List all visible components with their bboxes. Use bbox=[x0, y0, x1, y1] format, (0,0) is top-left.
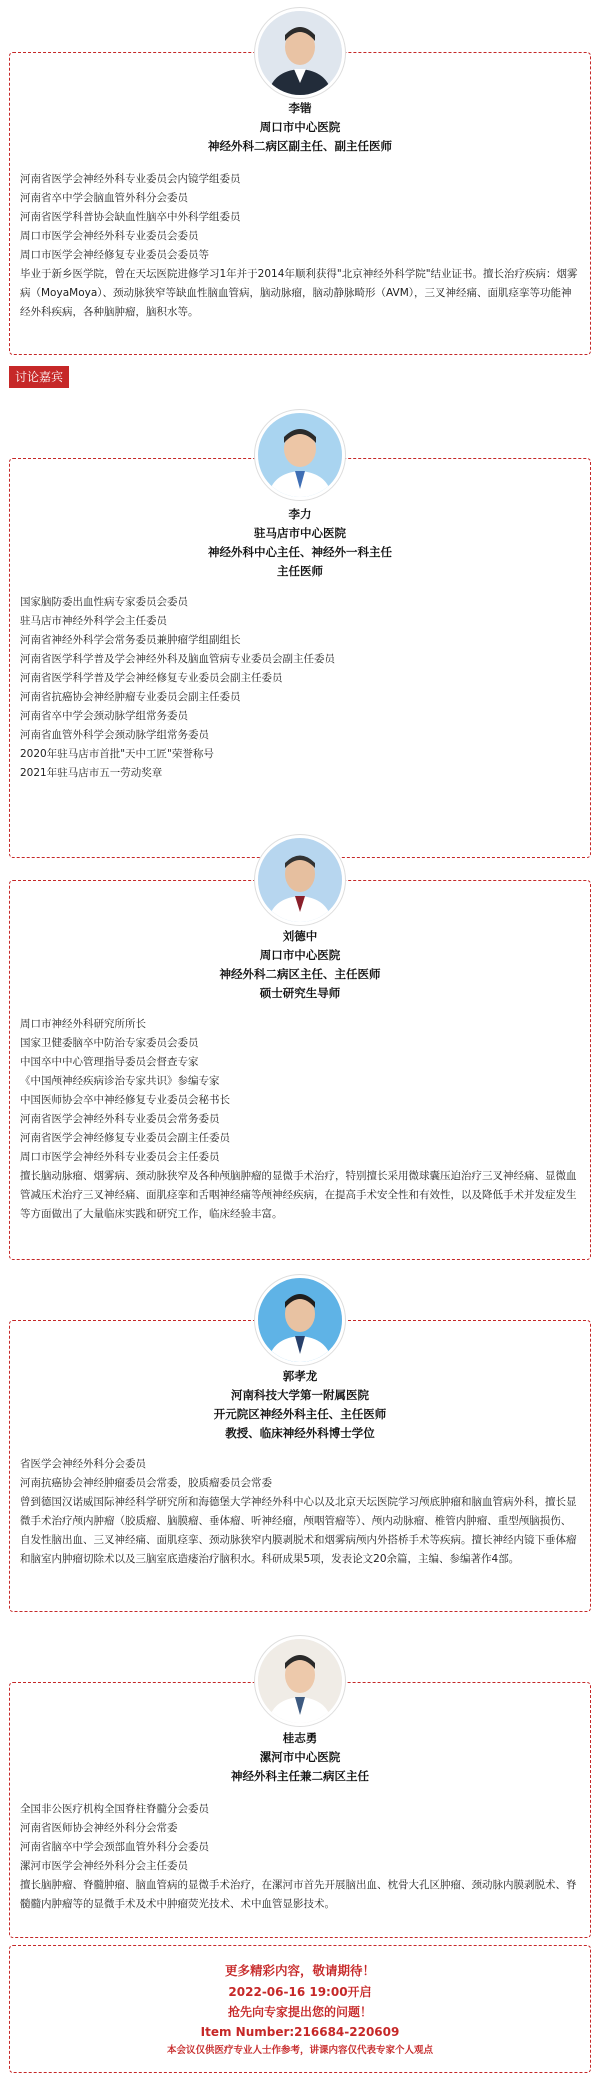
bio-line: 河南抗癌协会神经肿瘤委员会常委，胶质瘤委员会常委 bbox=[20, 1477, 272, 1489]
expert-title: 硕士研究生导师 bbox=[259, 986, 341, 1000]
bio-line: 全国非公医疗机构全国脊柱脊髓分会委员 bbox=[20, 1803, 209, 1815]
bio-line: 河南省神经外科学会常务委员兼肿瘤学组副组长 bbox=[20, 634, 241, 646]
expert-title: 神经外科二病区副主任、副主任医师 bbox=[208, 139, 392, 153]
bio-line: 河南省医师协会神经外科分会常委 bbox=[20, 1822, 178, 1834]
footer-teaser: 更多精彩内容，敬请期待！ bbox=[224, 1963, 375, 1978]
expert-hospital: 周口市中心医院 bbox=[259, 948, 341, 962]
bio-line: 国家卫健委脑卒中防治专家委员会委员 bbox=[20, 1037, 199, 1049]
bio-line: 驻马店市神经外科学会主任委员 bbox=[20, 615, 167, 627]
expert-hospital: 驻马店市中心医院 bbox=[254, 526, 346, 540]
bio-line: 河南省医学科学普及学会神经外科及脑血管病专业委员会副主任委员 bbox=[20, 653, 335, 665]
bio-line: 周口市医学会神经外科专业委员会委员 bbox=[20, 230, 199, 242]
expert-photo-3 bbox=[255, 835, 345, 925]
footer-panel bbox=[9, 1945, 591, 2073]
expert-card-3 bbox=[9, 880, 591, 1260]
bio-line: 河南省抗癌协会神经肿瘤专业委员会副主任委员 bbox=[20, 691, 241, 703]
bio-line: 《中国颅神经疾病诊治专家共识》参编专家 bbox=[20, 1075, 220, 1087]
expert-name: 李锴 bbox=[288, 101, 312, 115]
expert-name: 郭孝龙 bbox=[282, 1369, 318, 1383]
expert-title: 主任医师 bbox=[277, 564, 323, 578]
expert-hospital: 河南科技大学第一附属医院 bbox=[231, 1388, 369, 1402]
bio-line: 擅长脑动脉瘤、烟雾病、颈动脉狭窄及各种颅脑肿瘤的显微手术治疗，特别擅长采用微球囊压迫治疗三叉神经痛、显微血管减压术治疗三叉神经痛、面肌痉挛和舌咽神经痛等颅神经疾病，在提高手术安全性和有效性，以及降低手术并发症发生等方面做出了大量临床实践和研究工作，临床经验丰富。 bbox=[20, 1170, 577, 1220]
expert-photo-5 bbox=[255, 1636, 345, 1726]
bio-line: 2021年驻马店市五一劳动奖章 bbox=[20, 767, 163, 779]
expert-hospital: 漯河市中心医院 bbox=[259, 1750, 341, 1764]
bio-line: 毕业于新乡医学院，曾在天坛医院进修学习1年并于2014年顺利获得"北京神经外科学院"结业证书。擅长治疗疾病：烟雾病（MoyaMoya）、颈动脉狭窄等缺血性脑血管病，脑动脉瘤，脑动静脉畸形（AVM），三叉神经痛、面肌痉挛等功能神经外科疾病，各种脑肿瘤，脑积水等。 bbox=[20, 268, 578, 318]
bio-line: 河南省医学科学普及学会神经修复专业委员会副主任委员 bbox=[20, 672, 283, 684]
bio-line: 河南省脑卒中学会颈部血管外科分会委员 bbox=[20, 1841, 209, 1853]
footer-disclaimer: 本会议仅供医疗专业人士作参考，讲课内容仅代表专家个人观点 bbox=[166, 2045, 433, 2056]
bio-line: 河南省医学会神经外科专业委员会常务委员 bbox=[20, 1113, 220, 1125]
expert-title: 神经外科主任兼二病区主任 bbox=[231, 1769, 369, 1783]
bio-line: 省医学会神经外科分会委员 bbox=[20, 1458, 146, 1470]
bio-line: 漯河市医学会神经外科分会主任委员 bbox=[20, 1860, 188, 1872]
expert-title: 开元院区神经外科主任、主任医师 bbox=[213, 1407, 387, 1421]
expert-photo-2 bbox=[255, 410, 345, 500]
expert-title: 神经外科二病区主任、主任医师 bbox=[219, 967, 381, 981]
expert-name: 桂志勇 bbox=[282, 1731, 318, 1745]
bio-line: 中国卒中中心管理指导委员会督查专家 bbox=[20, 1056, 199, 1068]
bio-line: 2020年驻马店市首批"天中工匠"荣誉称号 bbox=[20, 748, 214, 760]
bio-line: 河南省血管外科学会颈动脉学组常务委员 bbox=[20, 729, 209, 741]
bio-line: 中国医师协会卒中神经修复专业委员会秘书长 bbox=[20, 1094, 230, 1106]
expert-name: 李力 bbox=[288, 507, 312, 521]
expert-photo-1 bbox=[255, 8, 345, 98]
footer-cta: 抢先向专家提出您的问题！ bbox=[227, 2005, 372, 2019]
footer-item-number: Item Number:216684-220609 bbox=[200, 2025, 400, 2039]
bio-line: 周口市神经外科研究所所长 bbox=[20, 1018, 146, 1030]
expert-title: 教授、临床神经外科博士学位 bbox=[225, 1426, 375, 1440]
bio-line: 河南省卒中学会颈动脉学组常务委员 bbox=[20, 710, 188, 722]
footer-datetime: 2022-06-16 19:00开启 bbox=[228, 1985, 372, 1999]
bio-line: 曾到德国汉诺威国际神经科学研究所和海德堡大学神经外科中心以及北京天坛医院学习颅底肿瘤和脑血管病外科，擅长显微手术治疗颅内肿瘤（胶质瘤、脑膜瘤、垂体瘤、听神经瘤，颅咽管瘤等）、颅内动脉瘤、椎管内肿瘤、重型颅脑损伤、自发性脑出血、三叉神经痛、面肌痉挛、颈动脉狭窄内膜剥脱术和烟雾病颅内外搭桥手术等疾病。擅长神经内镜下垂体瘤和脑室内肿瘤切除术以及三脑室底造瘘治疗脑积水。科研成果5项，发表论文20余篇，主编、参编著作4部。 bbox=[20, 1496, 577, 1565]
expert-name: 刘德中 bbox=[282, 929, 318, 943]
bio-line: 河南省医学科普协会缺血性脑卒中外科学组委员 bbox=[20, 211, 241, 223]
section-tag: 讨论嘉宾 bbox=[9, 366, 69, 388]
bio-line: 国家脑防委出血性病专家委员会委员 bbox=[20, 596, 188, 608]
expert-title: 神经外科中心主任、神经外一科主任 bbox=[208, 545, 392, 559]
bio-line: 周口市医学会神经修复专业委员会委员等 bbox=[20, 249, 209, 261]
expert-card-2 bbox=[9, 458, 591, 858]
bio-line: 河南省医学会神经修复专业委员会副主任委员 bbox=[20, 1132, 230, 1144]
expert-photo-4 bbox=[255, 1275, 345, 1365]
bio-line: 擅长脑肿瘤、脊髓肿瘤、脑血管病的显微手术治疗，在漯河市首先开展脑出血、枕骨大孔区肿瘤、颈动脉内膜剥脱术、脊髓髓内肿瘤等的显微手术及术中肿瘤荧光技术、术中血管显影技术。 bbox=[20, 1879, 577, 1910]
bio-line: 周口市医学会神经外科专业委员会主任委员 bbox=[20, 1151, 220, 1163]
expert-hospital: 周口市中心医院 bbox=[259, 120, 341, 134]
bio-line: 河南省卒中学会脑血管外科分会委员 bbox=[20, 192, 188, 204]
bio-line: 河南省医学会神经外科专业委员会内镜学组委员 bbox=[20, 173, 241, 185]
